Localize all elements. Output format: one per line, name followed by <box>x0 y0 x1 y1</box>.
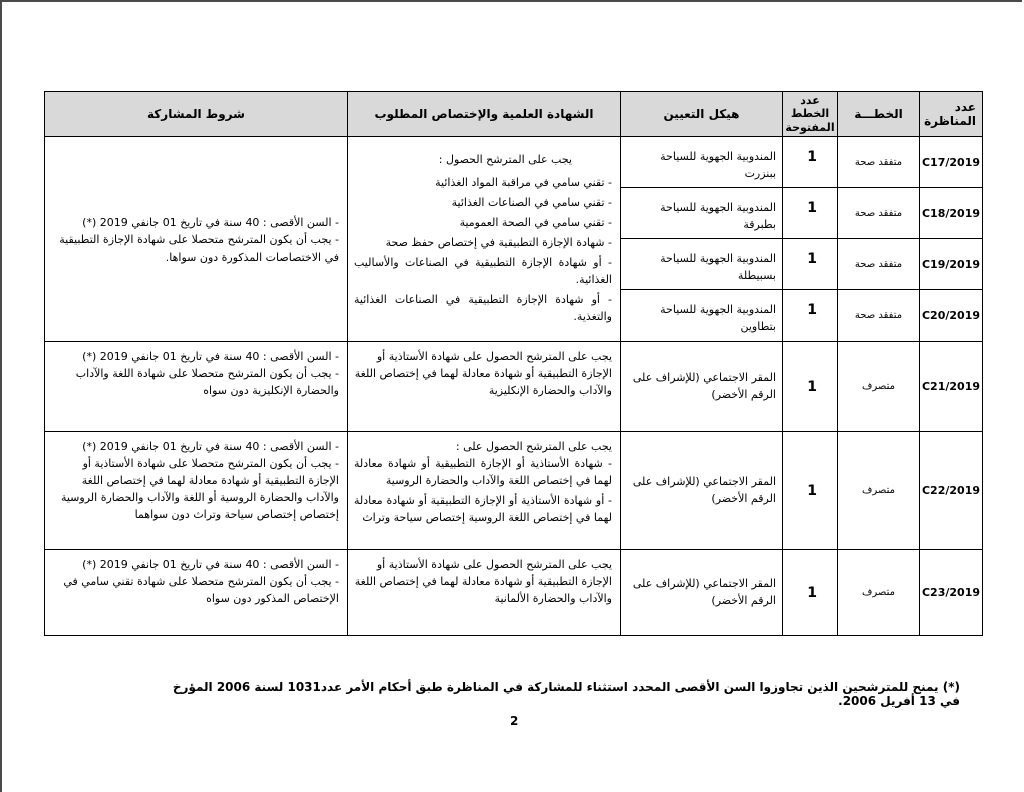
condition-line: - السن الأقصى : 40 سنة في تاريخ 01 جانفي 2019 (*) <box>82 440 339 453</box>
certificate-cell: يجب على المترشح الحصول على شهادة الأستاذية أو الإجازة التطبيقية أو شهادة معادلة لهما في إختصاص اللغة والآداب والحضارة الألمانية <box>348 550 621 636</box>
header-row <box>45 92 983 137</box>
plan-name: متصرف <box>838 342 920 432</box>
certificate-item: - تقني سامي في مراقبة المواد الغذائية <box>435 176 612 190</box>
competition-table <box>44 91 983 636</box>
condition-line: - السن الأقصى : 40 سنة في تاريخ 01 جانفي 2019 (*) <box>82 558 339 571</box>
table-row <box>45 137 983 188</box>
competition-code: C19/2019 <box>920 239 983 290</box>
plan-name: متفقد صحة <box>838 137 920 188</box>
certificate-item: - أو شهادة الإجازة التطبيقية في الصناعات والأساليب الغذائية. <box>354 256 612 287</box>
header-certificate: الشهادة العلمية والإختصاص المطلوب <box>348 92 621 137</box>
condition-line: - يجب أن يكون المترشح متحصلا على شهادة الإجازة التطبيقية في الاختصاصات المذكورة دون سواها. <box>59 233 339 264</box>
open-plans-count: 1 <box>783 188 838 239</box>
table-row <box>45 550 983 636</box>
competition-code: C18/2019 <box>920 188 983 239</box>
assignment-structure: المندوبية الجهوية للسياحة بطبرقة <box>621 188 783 239</box>
conditions-cell <box>45 137 348 342</box>
header-competition-number: عدد المناظرة <box>920 92 983 137</box>
assignment-structure: المندوبية الجهوية للسياحة ببنزرت <box>621 137 783 188</box>
footnote: (*) يمنح للمترشحين الذين تجاوزوا السن الأقصى المحدد استثناء للمشاركة في المناظرة طبق أحكام الأمر عدد1031 لسنة 2006 المؤرخ في 13 أفريل 2006. <box>172 680 960 708</box>
competition-code: C21/2019 <box>920 342 983 432</box>
competition-code: C20/2019 <box>920 290 983 342</box>
header-plan: الخطـــة <box>838 92 920 137</box>
competition-code: C22/2019 <box>920 432 983 550</box>
assignment-structure: المندوبية الجهوية للسياحة بتطاوين <box>621 290 783 342</box>
condition-line: - يجب أن يكون المترشح متحصلا على شهادة اللغة والآداب والحضارة الإنكليزية دون سواه <box>75 367 339 398</box>
condition-line: - السن الأقصى : 40 سنة في تاريخ 01 جانفي 2019 (*) <box>82 350 339 363</box>
table-row <box>45 432 983 550</box>
assignment-structure: المقر الاجتماعي (للإشراف على الرقم الأخضر) <box>621 550 783 636</box>
open-plans-count: 1 <box>783 432 838 550</box>
assignment-structure: المقر الاجتماعي (للإشراف على الرقم الأخضر) <box>621 342 783 432</box>
certificate-item: - تقني سامي في الصناعات الغذائية <box>451 196 612 210</box>
certificate-item: - تقني سامي في الصحة العمومية <box>459 216 612 230</box>
plan-name: متفقد صحة <box>838 239 920 290</box>
conditions-cell <box>45 342 348 432</box>
conditions-cell <box>45 432 348 550</box>
certificate-cell: يجب على المترشح الحصول على شهادة الأستاذية أو الإجازة التطبيقية أو شهادة معادلة لهما في إختصاص اللغة والآداب والحضارة الإنكليزية <box>348 342 621 432</box>
table-row <box>45 342 983 432</box>
condition-line: - يجب أن يكون المترشح متحصلا على شهادة الأستاذية أو الإجازة التطبيقية أو شهادة معادلة لهما في إختصاص اللغة والآداب والحضارة الروسية أو اللغة والآداب والحضارة الروسية إختصاص إختصاص سياحة وتراث دون سواهما <box>60 457 339 522</box>
certificate-intro: يجب على المترشح الحصول على : <box>455 440 612 453</box>
plan-name: متفقد صحة <box>838 188 920 239</box>
plan-name: متفقد صحة <box>838 290 920 342</box>
certificate-item: - أو شهادة الإجازة التطبيقية في الصناعات الغذائية والتغذية. <box>354 293 612 324</box>
header-conditions: شروط المشاركة <box>45 92 348 137</box>
condition-line: - يجب أن يكون المترشح متحصلا على شهادة تقني سامي في الإختصاص المذكور دون سواه <box>63 575 339 606</box>
assignment-structure: المندوبية الجهوية للسياحة بسبيطلة <box>621 239 783 290</box>
open-plans-count: 1 <box>783 550 838 636</box>
condition-line: - السن الأقصى : 40 سنة في تاريخ 01 جانفي 2019 (*) <box>82 216 339 230</box>
page-number: 2 <box>510 714 519 728</box>
open-plans-count: 1 <box>783 137 838 188</box>
competition-code: C17/2019 <box>920 137 983 188</box>
certificate-list <box>354 174 612 325</box>
certificate-item: - أو شهادة الأستاذية أو الإجازة التطبيقية أو شهادة معادلة لهما في إختصاص اللغة الروسية إختصاص سياحة وتراث <box>354 494 612 525</box>
assignment-structure: المقر الاجتماعي (للإشراف على الرقم الأخضر) <box>621 432 783 550</box>
conditions-cell <box>45 550 348 636</box>
plan-name: متصرف <box>838 432 920 550</box>
certificate-cell <box>348 137 621 342</box>
plan-name: متصرف <box>838 550 920 636</box>
open-plans-count: 1 <box>783 290 838 342</box>
certificate-intro: يجب على المترشح الحصول : <box>438 153 572 166</box>
header-assignment-structure: هيكل التعيين <box>621 92 783 137</box>
certificate-list <box>354 455 612 526</box>
certificate-item: - شهادة الإجازة التطبيقية في إختصاص حفظ صحة <box>385 236 612 250</box>
certificate-cell <box>348 432 621 550</box>
competition-code: C23/2019 <box>920 550 983 636</box>
open-plans-count: 1 <box>783 239 838 290</box>
open-plans-count: 1 <box>783 342 838 432</box>
header-open-plans: عدد الخطط المفتوحة <box>783 92 838 137</box>
certificate-item: - شهادة الأستاذية أو الإجازة التطبيقية أو شهادة معادلة لهما في إختصاص اللغة والآداب والحضارة الروسية <box>354 457 612 488</box>
